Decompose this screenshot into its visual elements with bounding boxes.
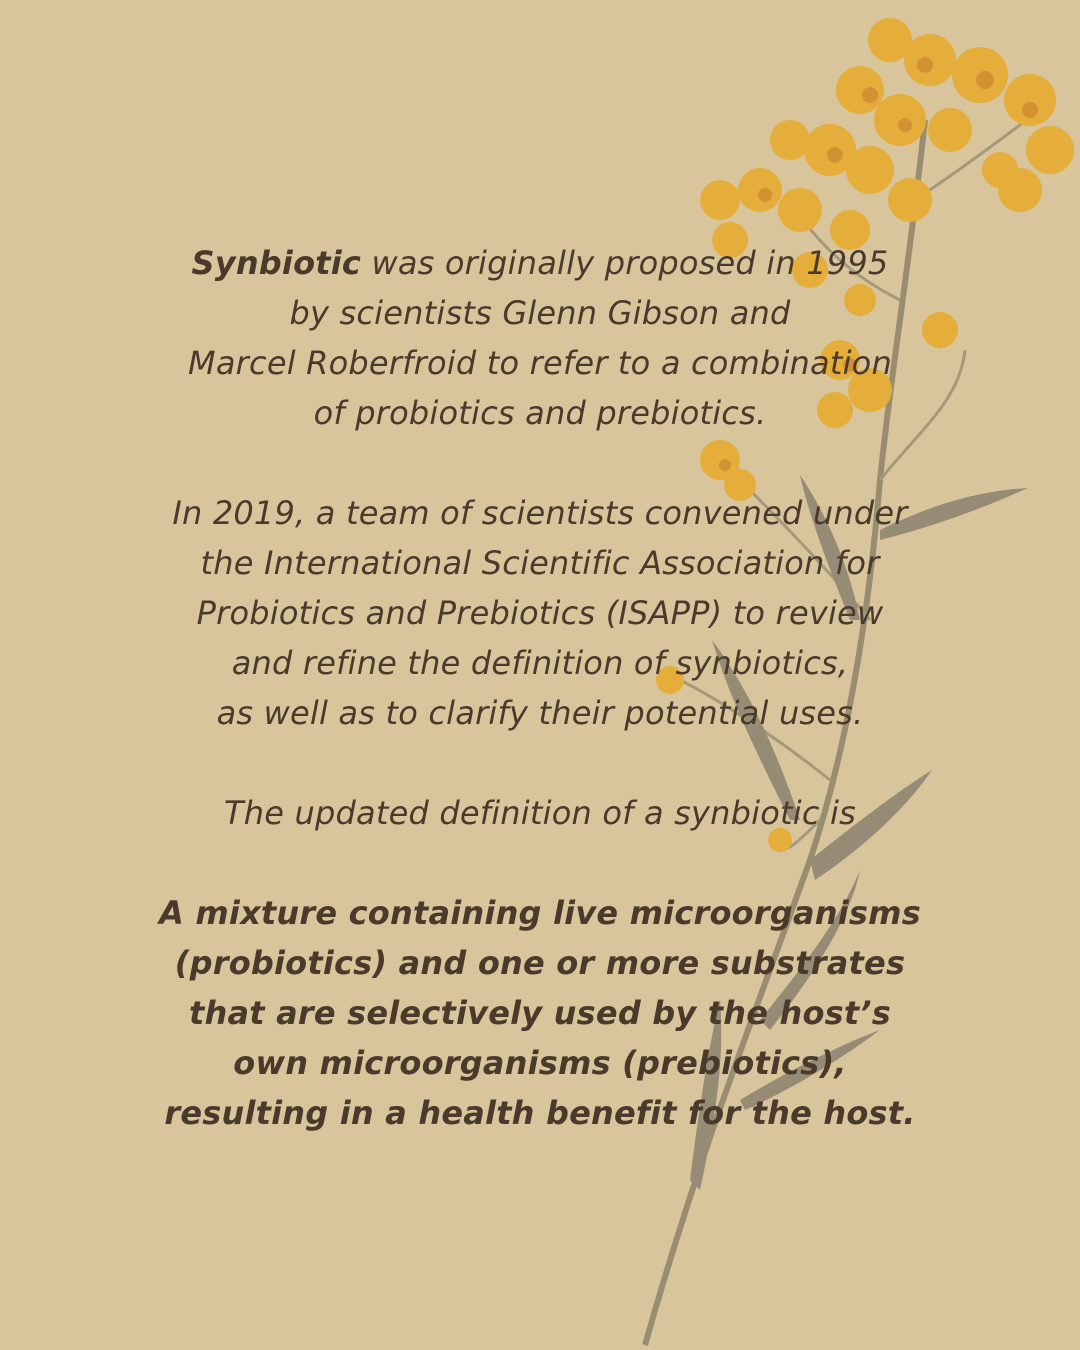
intro-paragraph [90,238,990,438]
definition-line: that are selectively used by the host’s [188,994,892,1032]
updated-line: The updated definition of a synbiotic is [224,794,856,832]
isapp-paragraph [90,488,990,738]
definition-paragraph [90,888,990,1138]
intro-line-2: by scientists Glenn Gibson and [289,294,791,332]
intro-line-1: Synbiotic was originally proposed in 1995 [191,244,889,282]
updated-definition-intro [90,788,990,838]
definition-line: (probiotics) and one or more substrates [174,944,906,982]
definition-line: A mixture containing live microorganisms [159,894,921,932]
synbiotic-description [90,238,990,1138]
definition-line: resulting in a health benefit for the host. [164,1094,916,1132]
isapp-line: as well as to clarify their potential uses. [216,694,864,732]
isapp-line: and refine the definition of synbiotics, [231,644,849,682]
intro-line-3: Marcel Roberfroid to refer to a combination [188,344,892,382]
synbiotic-term: Synbiotic [191,244,362,282]
isapp-line: Probiotics and Prebiotics (ISAPP) to review [196,594,884,632]
intro-line-4: of probiotics and prebiotics. [313,394,767,432]
definition-line: own microorganisms (prebiotics), [233,1044,847,1082]
isapp-line: In 2019, a team of scientists convened under [172,494,908,532]
isapp-line: the International Scientific Association for [200,544,880,582]
